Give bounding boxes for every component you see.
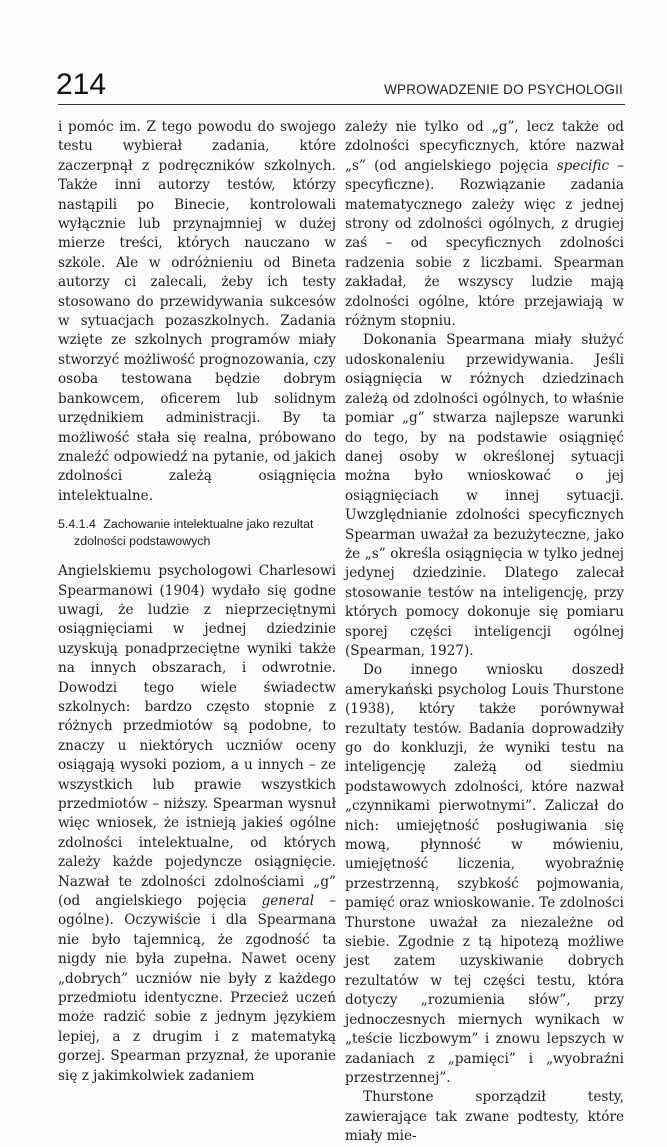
paragraph: Thurstone sporządził testy, zawierające tak zwane podtesty, które miały mie- xyxy=(345,1089,624,1145)
section-title: Zachowanie intelektualne jako rezultat zdolności podstawowych xyxy=(74,517,314,549)
paragraph: Do innego wniosku doszedł amerykański psycholog Louis Thurstone (1938), który także porównywał rezultaty testów. Badania doprowadziły go do konkluzji, że wyniki testu na inteligencję zależą od siedmiu podstawowych zdolności, które nazwał „czynnikami pierwotnymi”. Zaliczał do nich: umiejętność posługiwania się mową, płynność w mówieniu, umiejętność liczenia, wyobraźnię przestrzenną, szybkość pojmowania, pamięć oraz wnioskowanie. Te zdolności Thurstone uważał za niezależne od siebie. Zgodnie z tą hipotezą możliwe jest zatem uzyskiwanie dobrych rezultatów w tej części testu, która dotyczy „rozumienia słów”, przy jednoczesnych miernych wynikach w „teście liczbowym” i znowu lepszych w zadaniach z „pamięci” i „wyobraźni przestrzennej”. xyxy=(345,662,624,1086)
header-rule xyxy=(58,104,625,105)
paragraph: Dokonania Spearmana miały służyć udoskonaleniu przewidywania. Jeśli osiągnięcia w różnych dziedzinach zależą od zdolności ogólnych, to właśnie pomiar „g” stwarza najlepsze warunki do tego, by na podstawie osiągnięć danej osoby w określonej sytuacji można było wnioskować o jej osiągnięciach w innej sytuacji. Uwzględnianie zdolności specyficznych Spearman uważał za bezużyteczne, jako że „s” określa osiągnięcia w tylko jednej jedynej dziedzinie. Dlatego zalecał stosowanie testów na inteligencję, przy których pomocy dokonuje się pomiaru sporej części inteligencji ogólnej (Spearman, 1927). xyxy=(345,332,624,659)
section-heading xyxy=(58,516,336,550)
paragraph xyxy=(345,118,624,331)
page-number: 214 xyxy=(56,68,107,101)
left-column xyxy=(58,118,336,1086)
paragraph-text: – ogólne). Oczywiście i dla Spearmana nie było tajemnicą, że zgodność ta nigdy nie była zupełna. Nawet oceny „dobrych” uczniów nie były z każdego przedmiotu identyczne. Przecież uczeń może radzić sobie z jednym językiem lepiej, a z drugim i z matematyką gorzej. Spearman przyznał, że uporanie się z jakimkolwiek zadaniem xyxy=(58,893,336,1084)
paragraph: i pomóc im. Z tego powodu do swojego testu wybierał zadania, które zaczerpnął z podręczników szkolnych. Także inni autorzy testów, którzy nastąpili po Binecie, kontrolowali wyłącznie lub przynajmniej w dużej mierze treści, których nauczano w szkole. Ale w odróżnieniu od Bineta autorzy ci zalecali, żeby ich testy stosowano do przewidywania sukcesów w sytuacjach pozaszkolnych. Zadania wzięte ze szkolnych programów miały stworzyć możliwość prognozowania, czy osoba testowana będzie dobrym bankowcem, oficerem lub solidnym urzędnikiem administracji. By ta możliwość stała się realna, próbowano znaleźć odpowiedź na pytanie, od jakich zdolności zależą osiągnięcia intelektualne. xyxy=(58,119,336,504)
paragraph-text: Angielskiemu psychologowi Charlesowi Spearmanowi (1904) wydało się godne uwagi, że ludzie z nieprzeciętnymi osiągnięciami w jednej dziedzinie uzyskują ponadprzeciętne wyniki także na innych obszarach, i odwrotnie. Dowodzi tego wiele świadectw szkolnych: bardzo często stopnie z różnych przedmiotów są podobne, to znaczy u niektórych uczniów oceny osiągają wysoki poziom, a u innych – ze wszystkich lub prawie wszystkich przedmiotów – niższy. Spearman wysnuł więc wniosek, że istnieją jakieś ogólne zdolności intelektualne, od których zależy każde pojedyncze osiągnięcie. Nazwał te zdolności zdolnościami „g” (od angielskiego pojęcia xyxy=(58,563,336,910)
section-number: 5.4.1.4 xyxy=(58,517,96,532)
paragraph-text: zależy nie tylko od „g”, lecz także od zdolności specyficznych, które nazwał „s” (od angielskiego pojęcia xyxy=(345,119,624,174)
right-column xyxy=(345,118,624,1147)
italic-term: general xyxy=(261,893,315,910)
italic-term: specific xyxy=(556,157,610,174)
running-title: WPROWADZENIE DO PSYCHOLOGII xyxy=(384,82,623,97)
paragraph-text: – specyficzne). Rozwiązanie zadania matematycznego zależy więc z jednej strony od zdolności ogólnych, z drugiej zaś – od specyficznych zdolności radzenia sobie z liczbami. Spearman zakładał, że wszyscy ludzie mają zdolności ogólne, które przejawiają w różnym stopniu. xyxy=(345,157,624,330)
paragraph xyxy=(58,562,336,1086)
